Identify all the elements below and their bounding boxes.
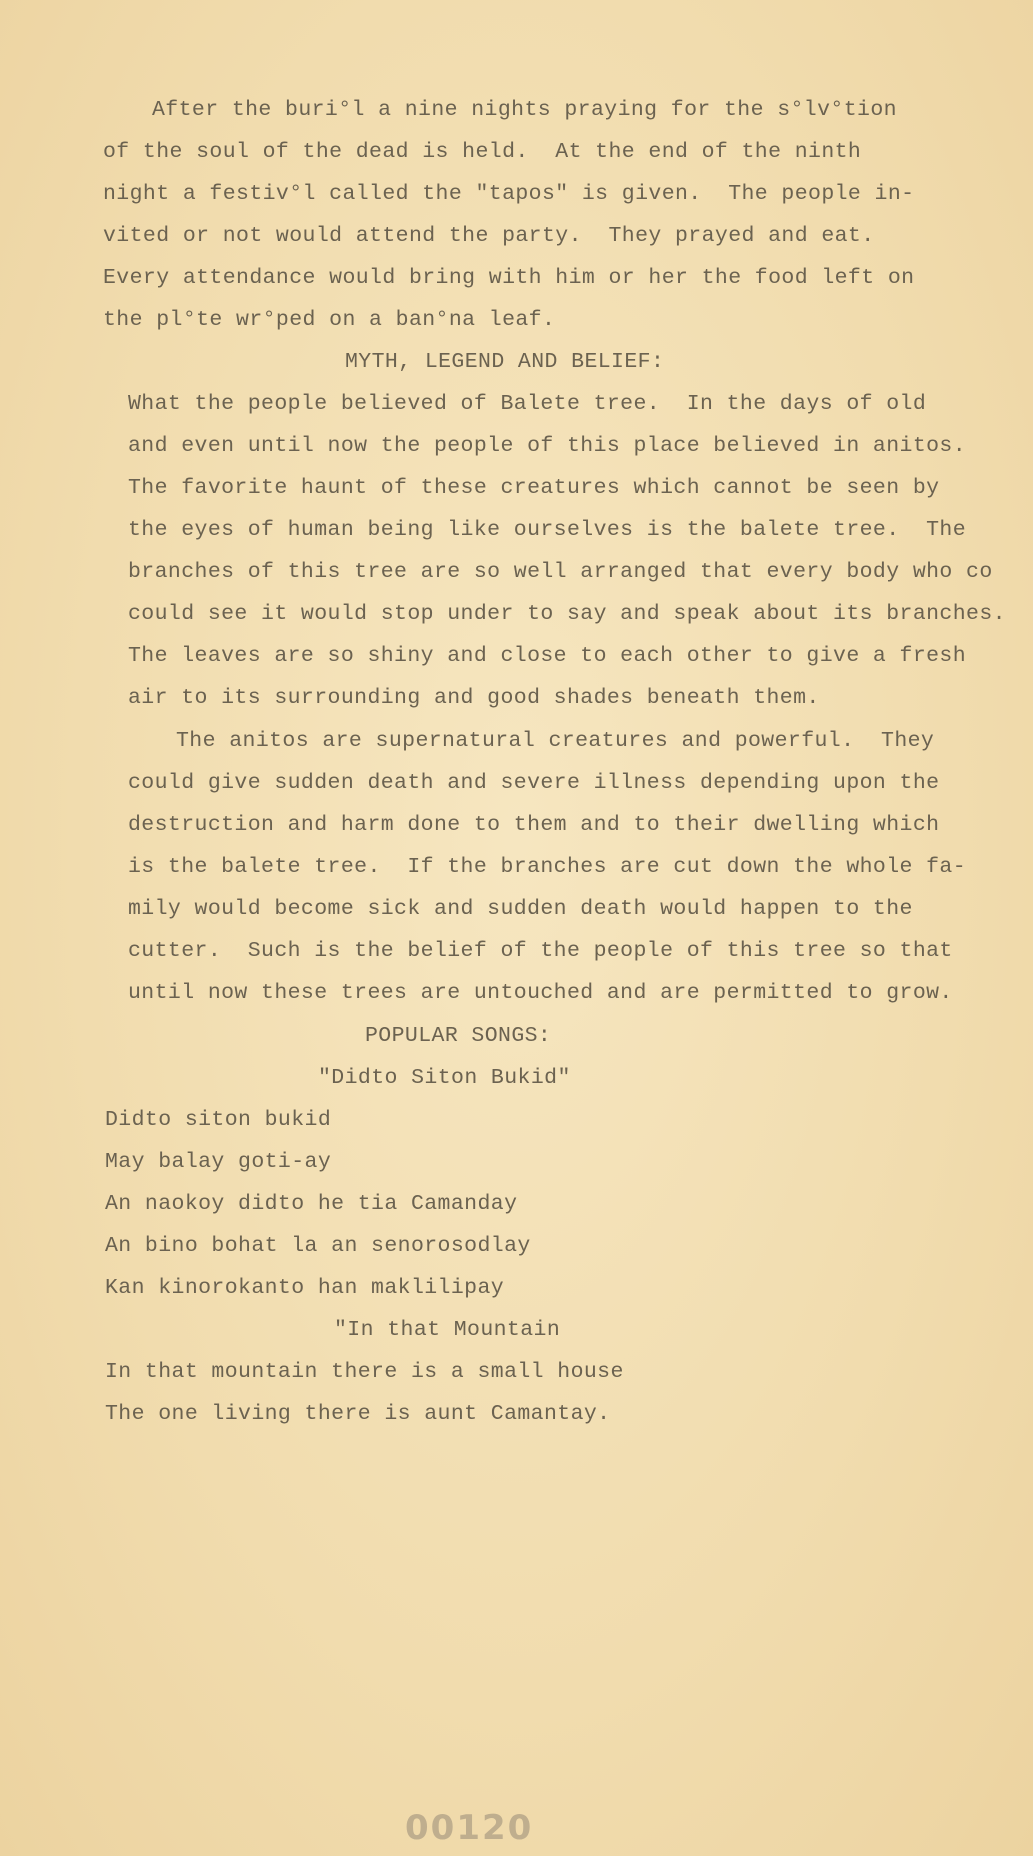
text-line: could give sudden death and severe illness depending upon the (128, 771, 940, 795)
song-title: "Didto Siton Bukid" (318, 1066, 571, 1090)
section-heading-myth: MYTH, LEGEND AND BELIEF: (345, 350, 665, 374)
translation-title: "In that Mountain (334, 1318, 561, 1342)
text-line: After the buri°l a nine nights praying for the s°lv°tion (152, 98, 897, 122)
song-line: An naokoy didto he tia Camanday (105, 1192, 518, 1216)
text-line: The anitos are supernatural creatures and powerful. They (176, 729, 935, 753)
translation-line: In that mountain there is a small house (105, 1360, 624, 1384)
song-line: May balay goti-ay (105, 1150, 332, 1174)
text-line: and even until now the people of this place believed in anitos. (128, 434, 967, 458)
text-line: air to its surrounding and good shades beneath them. (128, 686, 820, 710)
text-line: What the people believed of Balete tree. In the days of old (128, 392, 927, 416)
song-line: Kan kinorokanto han maklilipay (105, 1276, 505, 1300)
text-line: cutter. Such is the belief of the people of this tree so that (128, 939, 953, 963)
text-line: could see it would stop under to say and speak about its branches. (128, 602, 1006, 626)
translation-line: The one living there is aunt Camantay. (105, 1402, 611, 1426)
text-line: The leaves are so shiny and close to each other to give a fresh (128, 644, 967, 668)
text-line: branches of this tree are so well arranged that every body who co (128, 560, 993, 584)
page-number-stamp: 00120 (405, 1808, 534, 1848)
text-line: until now these trees are untouched and are permitted to grow. (128, 981, 953, 1005)
text-line: night a festiv°l called the "tapos" is given. The people in- (103, 182, 915, 206)
text-line: the pl°te wr°ped on a ban°na leaf. (103, 308, 556, 332)
text-line: The favorite haunt of these creatures which cannot be seen by (128, 476, 940, 500)
section-heading-songs: POPULAR SONGS: (365, 1024, 552, 1048)
text-line: mily would become sick and sudden death would happen to the (128, 897, 913, 921)
text-line: the eyes of human being like ourselves is the balete tree. The (128, 518, 967, 542)
song-line: Didto siton bukid (105, 1108, 332, 1132)
text-line: Every attendance would bring with him or her the food left on (103, 266, 915, 290)
text-line: vited or not would attend the party. They prayed and eat. (103, 224, 875, 248)
text-line: destruction and harm done to them and to their dwelling which (128, 813, 940, 837)
song-line: An bino bohat la an senorosodlay (105, 1234, 531, 1258)
text-line: of the soul of the dead is held. At the end of the ninth (103, 140, 862, 164)
text-line: is the balete tree. If the branches are cut down the whole fa- (128, 855, 967, 879)
